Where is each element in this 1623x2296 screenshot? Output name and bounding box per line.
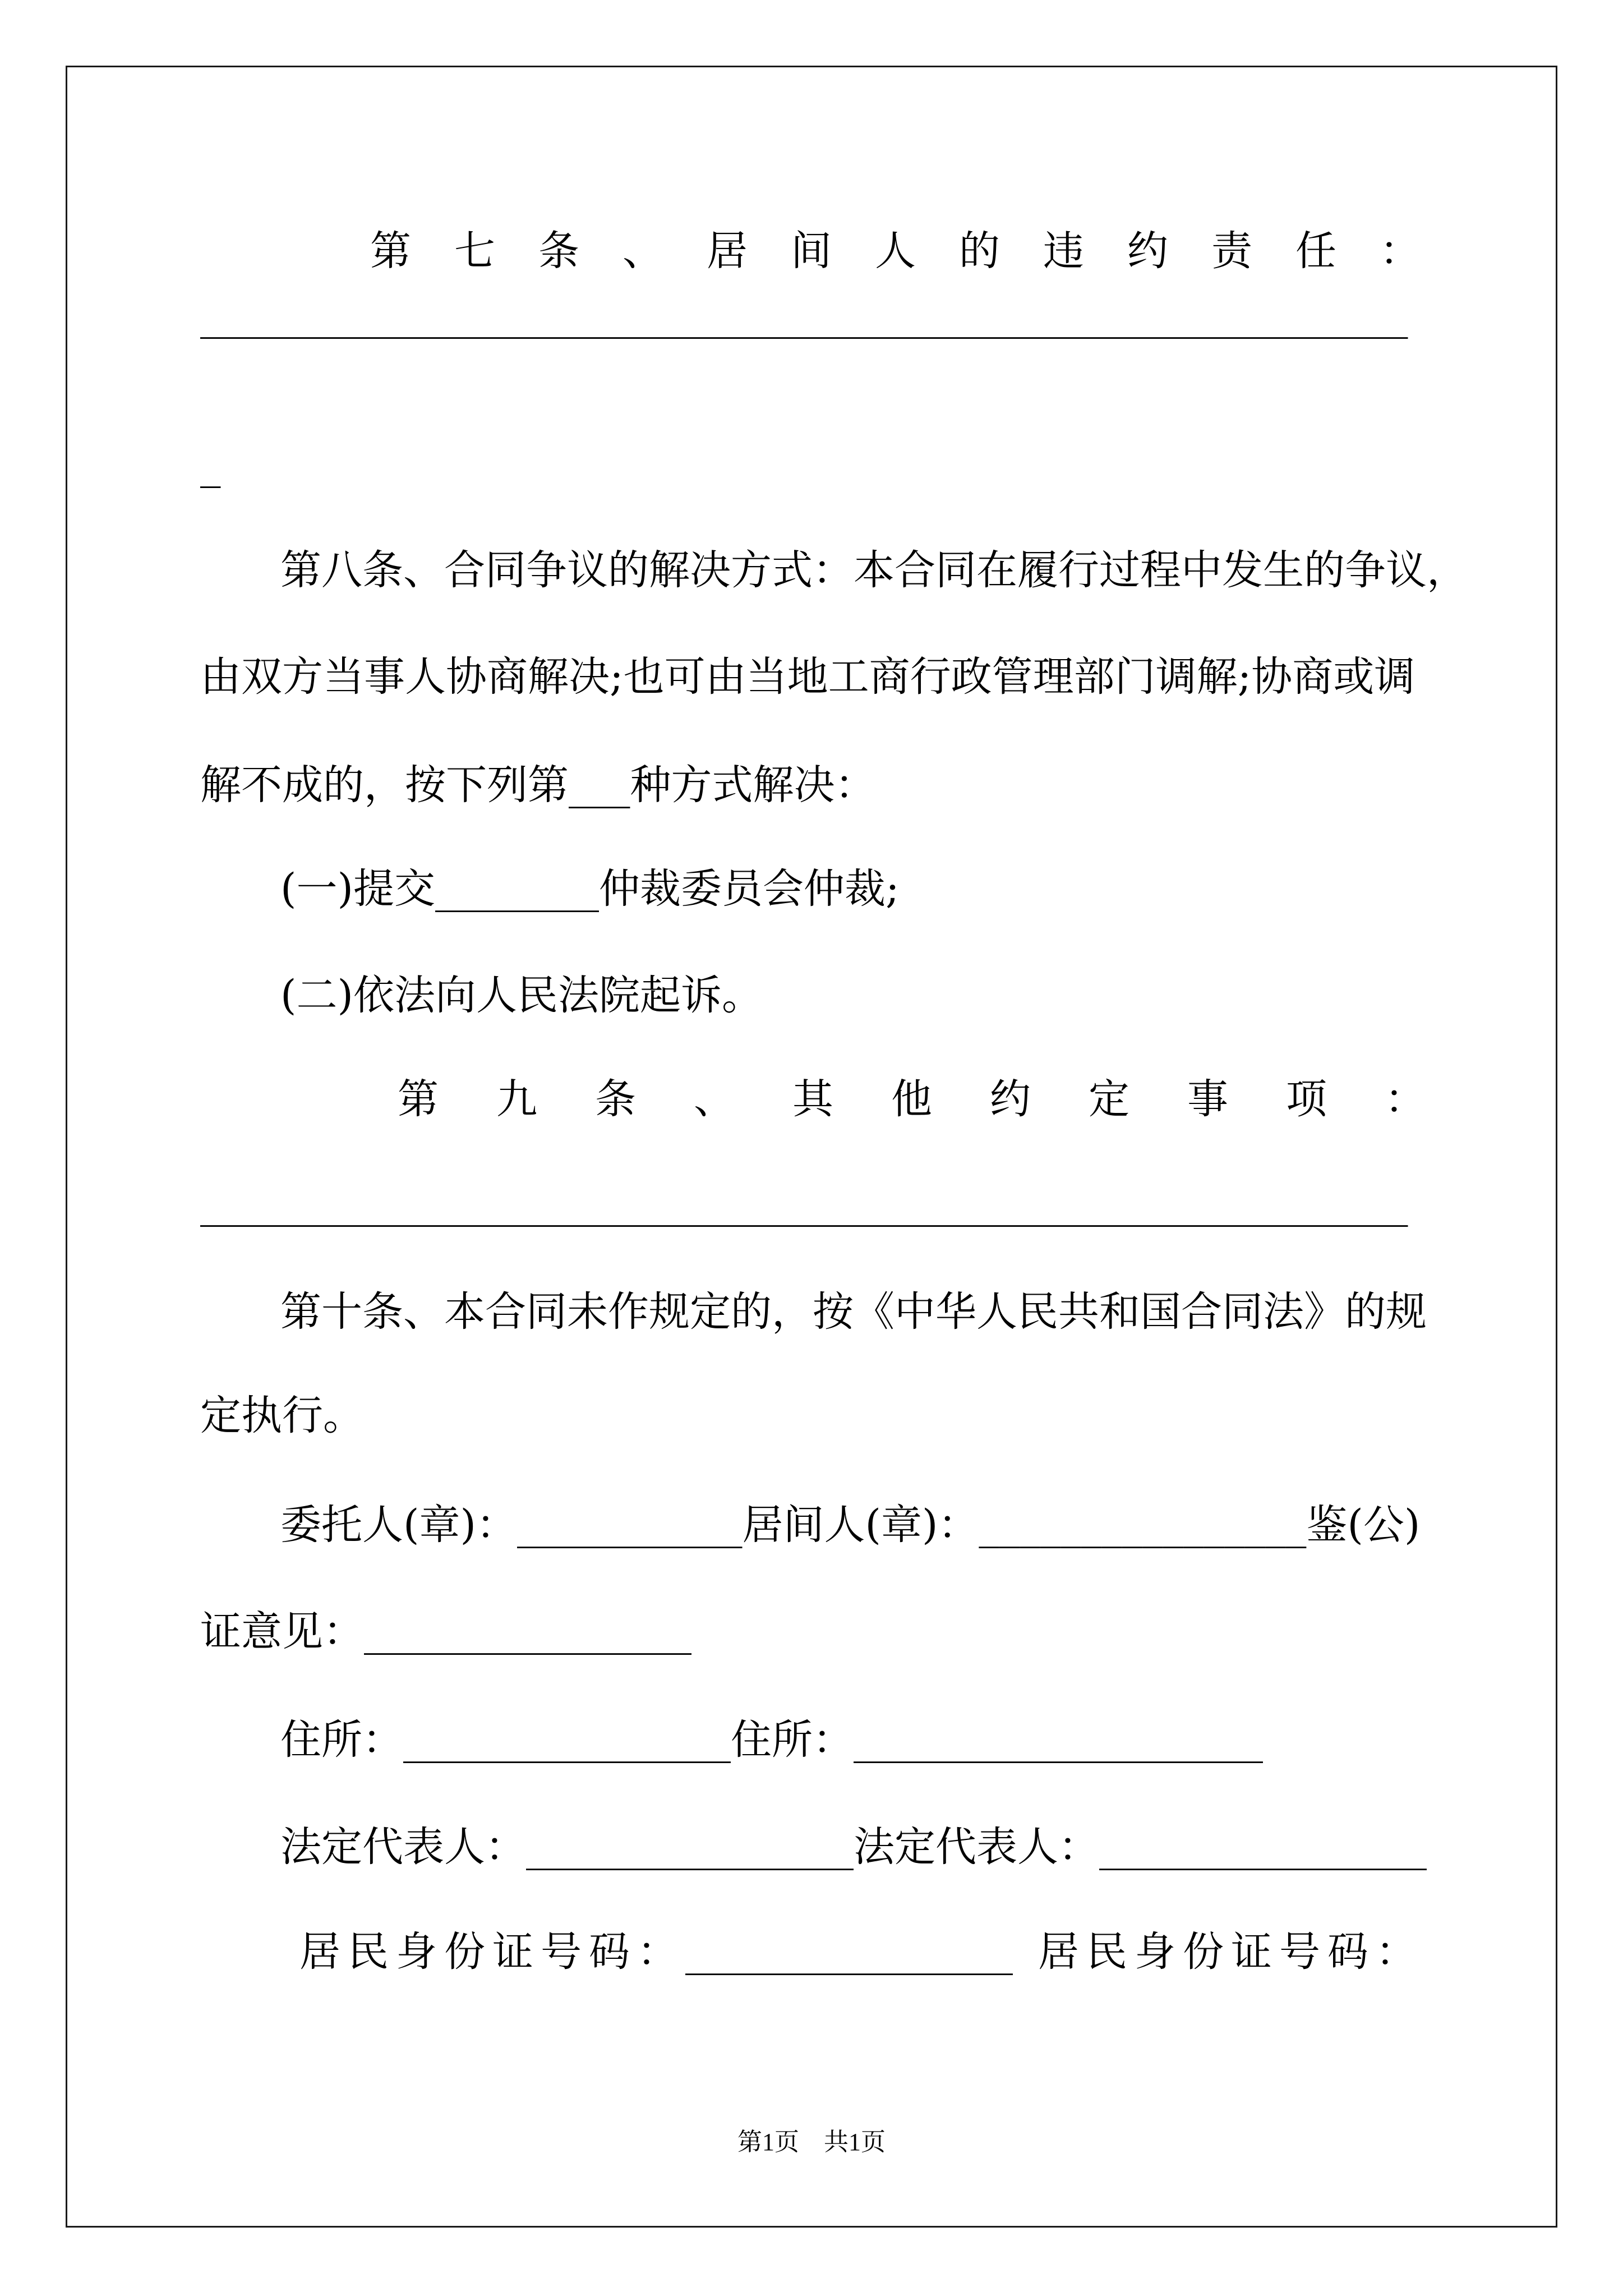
article-8-option-1: (一)提交________仲裁委员会仲裁; — [280, 865, 900, 913]
id-blank: ________________ — [685, 1928, 1013, 1976]
article-9-heading: 第九条、其他约定事项： — [398, 1075, 1483, 1123]
signature-notary-line: 证意见：________________ — [200, 1608, 691, 1655]
article-8-line-1: 第八条、合同争议的解决方式：本合同在履行过程中发生的争议， — [280, 546, 1468, 594]
signature-seal-line: 委托人(章)：___________居间人(章)：________________鉴(公) — [280, 1501, 1421, 1549]
article-7-blank-tail: _ — [200, 441, 221, 489]
id-label-left: 居民身份证号码： — [299, 1928, 685, 1976]
article-7-blank-line: ___________________________________________________________ — [200, 292, 1408, 339]
article-8-line-3: 解不成的，按下列第___种方式解决： — [200, 761, 876, 809]
article-10-line-1: 第十条、本合同未作规定的，按《中华人民共和国合同法》的规 — [280, 1288, 1427, 1336]
article-8-line-2: 由双方当事人协商解决;也可由当地工商行政管理部门调解;协商或调 — [200, 653, 1415, 701]
page-border — [66, 66, 1557, 2228]
article-10-line-2: 定执行。 — [200, 1392, 364, 1439]
signature-representative-line: 法定代表人：________________法定代表人：________________ — [280, 1823, 1427, 1871]
signature-address-line: 住所：________________住所：____________________ — [280, 1716, 1263, 1764]
signature-id-line — [299, 1924, 1424, 1980]
id-label-right: 居民身份证号码： — [1038, 1928, 1424, 1976]
article-9-blank-line: ___________________________________________________________ — [200, 1180, 1408, 1227]
article-8-option-2: (二)依法向人民法院起诉。 — [280, 972, 763, 1019]
page-number-footer: 第1页 共1页 — [737, 2128, 886, 2156]
article-7-heading: 第七条、居间人的违约责任： — [370, 227, 1464, 275]
